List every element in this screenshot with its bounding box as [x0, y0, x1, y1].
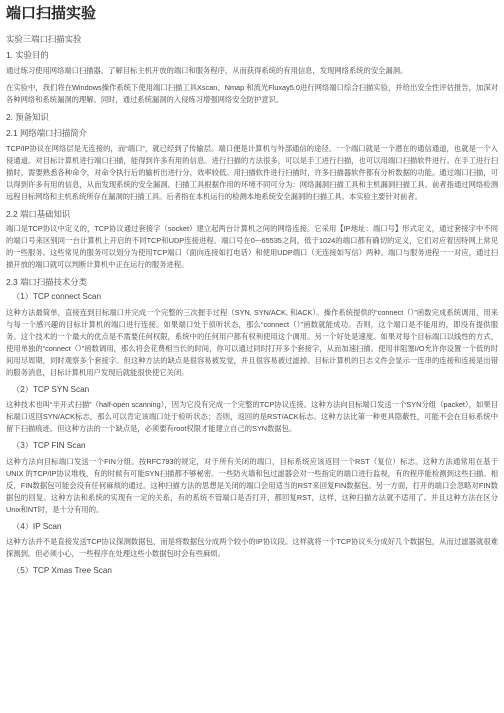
- page-title: 端口扫描实验: [6, 5, 97, 22]
- document-subtitle: 实验三端口扫描实验: [6, 34, 82, 44]
- section-heading-2-1: 2.1 网络端口扫描简介: [6, 128, 87, 139]
- paragraph-tcp-connect: 这种方法最简单，直接连到目标端口并完成一个完整的三次握手过程（SYN, SYN/ACK, 和ACK）。操作系统提供的“connect（）”函数完成系统调用，用来与每一个感兴趣的目标计算机的端口进行连接。如果端口处于侦听状态，那么“connect（）”函数就能成功。否则，这个端口是不能用的，即没有提供服务。这个技术的一个最大的优点是不需要任何权限，系统中的任何用户都有权利使用这个调用。另一个好处是速度。如果对每个目标端口以线性的方式，使用单独的“connect（）”函数调用，那么将会花费相当长的时间，你可以通过同时打开多个套接字，从而加速扫描。使用非阻塞I/O允许你设置一个低的时间用尽周期，同时观察多个套接字。但这种方法的缺点是很容易被发觉，并且很容易被过滤掉。目标计算机的日志文件会显示一连串的连接和连接是出错的服务消息，目标计算机用户发现后就能很快使它关闭。: [6, 307, 498, 377]
- subheading-ip-scan: （4）IP Scan: [12, 521, 62, 531]
- section-heading-2-3: 2.3 端口扫描技术分类: [6, 277, 87, 288]
- section-heading-2: 2. 预备知识: [6, 111, 49, 122]
- paragraph-experiment: 在实验中，我们将在Windows操作系统下使用端口扫描工具Xscan、Nmap 和流光Fluxay5.0进行网络端口综合扫描实验，并给出安全性评估报告，加深对各种网络和系统漏洞的理解。同时，通过系统漏洞的入侵练习增强网络安全防护意识。: [6, 82, 498, 104]
- subheading-xmas-scan: （5）TCP Xmas Tree Scan: [12, 566, 112, 576]
- paragraph-ip-scan: 这种方法并不是直接发送TCP协议探测数据包，而是将数据包分成两个较小的IP协议段。这样就将一个TCP协议头分成好几个数据包，从而过滤器就很难探测到。但必须小心，一些程序在处理这些小数据包时会有些麻烦。: [6, 537, 498, 559]
- paragraph-purpose: 通过练习使用网络端口扫描器，了解目标主机开放的端口和服务程序，从而获得系统的有用信息，发现网络系统的安全漏洞。: [6, 65, 408, 75]
- paragraph-port-scan-intro: TCP/IP协议在网络层是无连接的，而“端口”，就已经到了传输层。端口便是计算机与外部通信的途径。一个端口就是一个潜在的通信通道，也就是一个入侵通道。对目标计算机进行端口扫描，能得到许多有用的信息。进行扫描的方法很多，可以是手工进行扫描，也可以用端口扫描软件进行。在手工进行扫描时，需要熟悉各种命令，对命令执行后的输析出进行分，效率较低。用扫描软件进行扫描时，许多扫描器软件都有分析数据的功能。通过端口扫描，可以得到许多有用的信息，从而发现系统的安全漏洞。扫描工具根据作用的环境不同可分为：网络漏洞扫描工具和主机漏洞扫描工具。前者指通过网络检测远程目标网络和主机系统所存在漏洞的扫描工具。后者指在本机运行的检测本地系统安全漏洞的扫描工具。本实验主要针对前者。: [6, 143, 498, 201]
- paragraph-port-basics: 端口是TCP协议中定义的，TCP协议通过套接字（socket）建立起两台计算机之间的网络连接。它采用【IP地址：端口号】形式定义，通过套接字中不同的端口号来区别同一台计算机上开启的不同TCP和UDP连接进程。端口号在0~-65535之间，低于1024的端口都有确切的定义，它们对应着因特网上常见的一些服务。这些常见的服务可以划分为使用TCP端口（面向连接如打电话）和使用UDP端口（无连接如写信）两种。端口与服务进程一一对应，通过扫描开放的端口就可以判断计算机中正在运行的服务进程。: [6, 224, 498, 270]
- section-heading-1: 1. 实验目的: [6, 50, 49, 61]
- paragraph-tcp-syn: 这种技术也叫“半开式扫描”（half-open scanning），因为它没有完成一个完整的TCP协议连接。这种方法向目标端口发送一个SYN分组（packet），如果目标端口返回SYN/ACK标志，那么可以肯定该端口处于检听状态；否则，返回的是RST/ACK标志。这种方法比第一种更具隐蔽性，可能不会在目标系统中留下扫描痕迹。但这种方法的一个缺点是，必须要有root权限才能建立自己的SYN数据包。: [6, 400, 498, 434]
- subheading-tcp-connect: （1）TCP connect Scan: [12, 292, 102, 302]
- section-heading-2-2: 2.2 端口基础知识: [6, 208, 71, 219]
- subheading-tcp-fin: （3）TCP FIN Scan: [12, 441, 86, 451]
- paragraph-tcp-fin: 这种方法向目标端口发送一个FIN分组。按RFC793的规定，对于所有关闭的端口，目标系统应该返回一个RST（复位）标志。这种方法通常用在基于UNIX 的TCP/IP协议堆栈，有的时候有可能SYN扫描都不够秘密。一些防火墙和包过滤器会对一些指定的端口进行监视，有的程序能检测到这些扫描。相反，FIN数据包可能会没有任何麻烦的通过。这种扫描方法的思想是关闭的端口会用适当的RST来回复FIN数据包。另一方面，打开的端口会忽略对FIN数据包的回复。这种方法和系统的实现有一定的关系，有的系统不管端口是否打开，都回复RST，这样，这种扫描方法就不适用了。并且这种方法在区分Unix和NT时，是十分有用的。: [6, 456, 498, 514]
- subheading-tcp-syn: （2）TCP SYN Scan: [12, 384, 90, 394]
